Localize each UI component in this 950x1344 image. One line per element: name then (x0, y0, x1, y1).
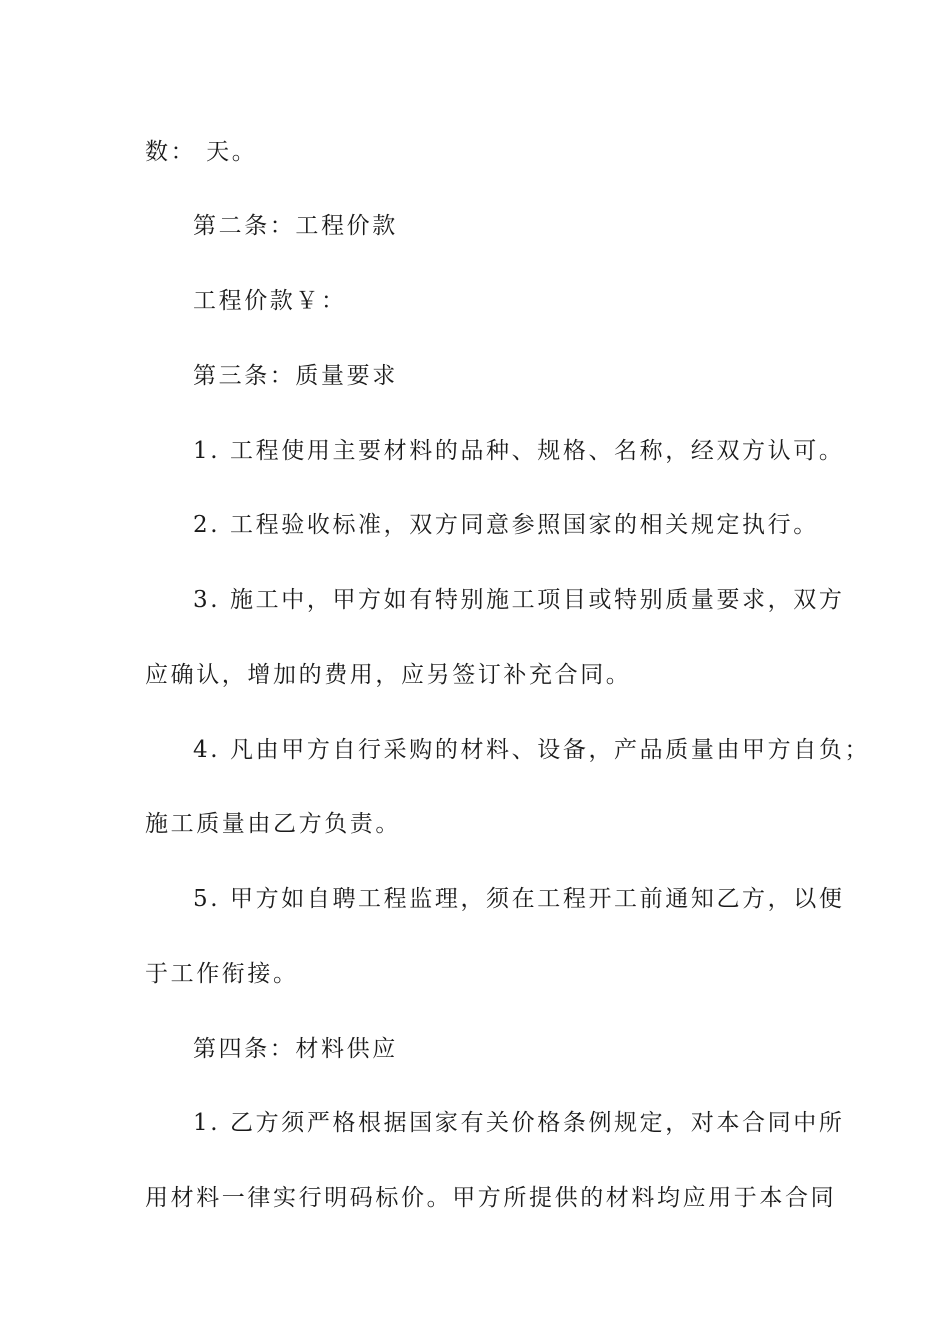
clause-3-4-cont: 施工质量由乙方负责。 (145, 811, 401, 837)
clause-3-3-cont: 应确认，增加的费用，应另签订补充合同。 (145, 662, 632, 688)
clause-4-1-cont: 用材料一律实行明码标价。甲方所提供的材料均应用于本合同 (145, 1185, 837, 1211)
text-line-days: 数： 天。 (145, 139, 258, 165)
clause-3-4: 4. 凡由甲方自行采购的材料、设备，产品质量由甲方自负； (193, 737, 871, 763)
heading-article-2: 第二条：工程价款 (193, 213, 398, 239)
heading-article-3: 第三条：质量要求 (193, 363, 398, 389)
clause-3-5: 5. 甲方如自聘工程监理，须在工程开工前通知乙方，以便 (193, 886, 845, 912)
clause-3-3: 3. 施工中，甲方如有特别施工项目或特别质量要求，双方 (193, 587, 845, 613)
clause-4-1: 1. 乙方须严格根据国家有关价格条例规定，对本合同中所 (193, 1110, 845, 1136)
heading-article-4: 第四条：材料供应 (193, 1036, 398, 1062)
clause-3-5-cont: 于工作衔接。 (145, 961, 299, 987)
text-line-price: 工程价款￥： (193, 288, 347, 314)
clause-3-2: 2. 工程验收标准，双方同意参照国家的相关规定执行。 (193, 512, 819, 538)
clause-3-1: 1. 工程使用主要材料的品种、规格、名称，经双方认可。 (193, 438, 845, 464)
